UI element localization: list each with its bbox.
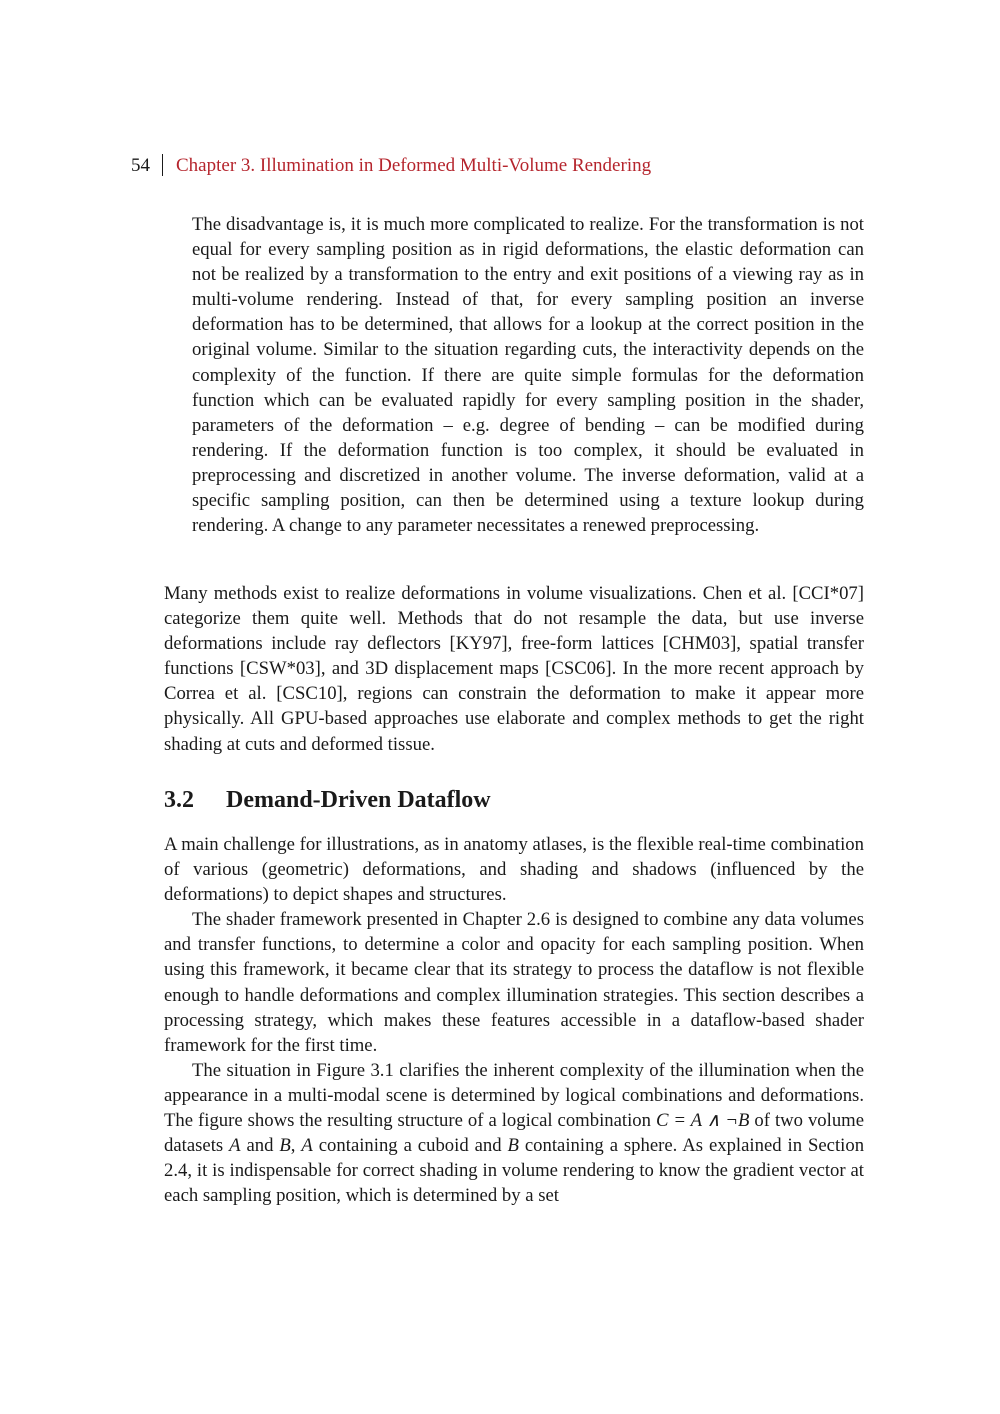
section-paragraph-3: The situation in Figure 3.1 clarifies the inherent complexity of the illumination when the appearance in a multi-modal scene is determined by logical combinations and deformations. The figure shows the resulting structure of a logical combination C = A ∧ ¬B of two volume datasets A and B, A containing a cuboid and B containing a sphere. As explained in Section 2.4, it is indispensable for correct shading in volume rendering to know the gradient vector at each sampling position, which is determined by a set: [164, 1059, 865, 1207]
paragraph-3-end: containing a sphere. As explained in Section 2.4, it is indispensable for correct shading in volume rendering to know the gradient vector at each sampling position, which is determined by a set: [164, 1135, 865, 1207]
section-body: [164, 832, 864, 1208]
header-divider: [162, 154, 163, 176]
section-paragraph-1: A main challenge for illustrations, as in anatomy atlases, is the flexible real-time combination of various (geometric) deformations, and shading and shadows (influenced by the deformations) to depict shapes and structures.: [164, 834, 864, 906]
variable-b-second: B: [507, 1135, 519, 1157]
paragraph-3-cuboid: containing a cuboid and: [318, 1135, 502, 1157]
quote-paragraph: The disadvantage is, it is much more complicated to realize. For the transformation is not equal for every sampling position as in rigid deformations, the elastic deformation can not be realized by a transformation to the entry and exit positions of a viewing ray as in multi-volume rendering. Instead of that, for every sampling position an inverse deformation has to be determined, that allows for a lookup at the correct position in the original volume. Similar to the situation regarding cuts, the interactivity depends on the complexity of the function. If there are quite simple formulas for the deformation function which can be evaluated rapidly for every sampling position in the shader, parameters of the deformation – e.g. degree of bending – can be modified during rendering. If the deformation function is too complex, it should be evaluated in preprocessing and discretized in another volume. The inverse deformation, valid at a specific sampling position, can then be determined using a texture lookup during rendering. A change to any parameter necessitates a renewed preprocessing.: [192, 214, 864, 537]
chapter-title-link[interactable]: Chapter 3. Illumination in Deformed Multi-Volume Rendering: [176, 155, 652, 176]
paragraph-3-and: and: [246, 1135, 274, 1157]
variable-b: B: [279, 1135, 291, 1157]
formula-logical-combination: C = A ∧ ¬B: [655, 1110, 750, 1132]
methods-paragraph: Many methods exist to realize deformations in volume visualizations. Chen et al. [CCI*07] categorize them quite well. Methods that do not resample the data, but use inverse deformations include ray deflectors [KY97], free-form lattices [CHM03], spatial transfer functions [CSW*03], and 3D displacement maps [CSC06]. In the more recent approach by Correa et al. [CSC10], regions can constrain the deformation to make it appear more physically. All GPU-based approaches use elaborate and complex methods to get the right shading at cuts and deformed tissue.: [164, 583, 864, 755]
section-heading: [164, 784, 491, 816]
section-title: Demand-Driven Dataflow: [226, 787, 491, 813]
methods-block: [164, 581, 864, 757]
page-number: 54: [131, 155, 150, 176]
section-paragraph-2: The shader framework presented in Chapter 2.6 is designed to combine any data volumes and transfer functions, to determine a color and opacity for each sampling position. When using this framework, it became clear that its strategy to process the dataflow is not flexible enough to handle deformations and complex illumination strategies. This section describes a processing strategy, which makes these features accessible in a dataflow-based shader framework for the first time.: [164, 909, 864, 1056]
paragraph-3-text: of two volume datasets: [164, 1110, 865, 1157]
variable-a: A: [229, 1135, 241, 1157]
section-number: 3.2: [164, 787, 194, 813]
indented-quote-block: [192, 212, 864, 538]
running-header: [131, 154, 651, 178]
variable-a-second: A: [301, 1135, 313, 1157]
paragraph-3-start: The situation in Figure 3.1 clarifies the inherent complexity of the illumination when the appearance in a multi-modal scene is determined by logical combinations and deformations. The figure shows the resulting structure of a logical combination: [164, 1059, 864, 1132]
